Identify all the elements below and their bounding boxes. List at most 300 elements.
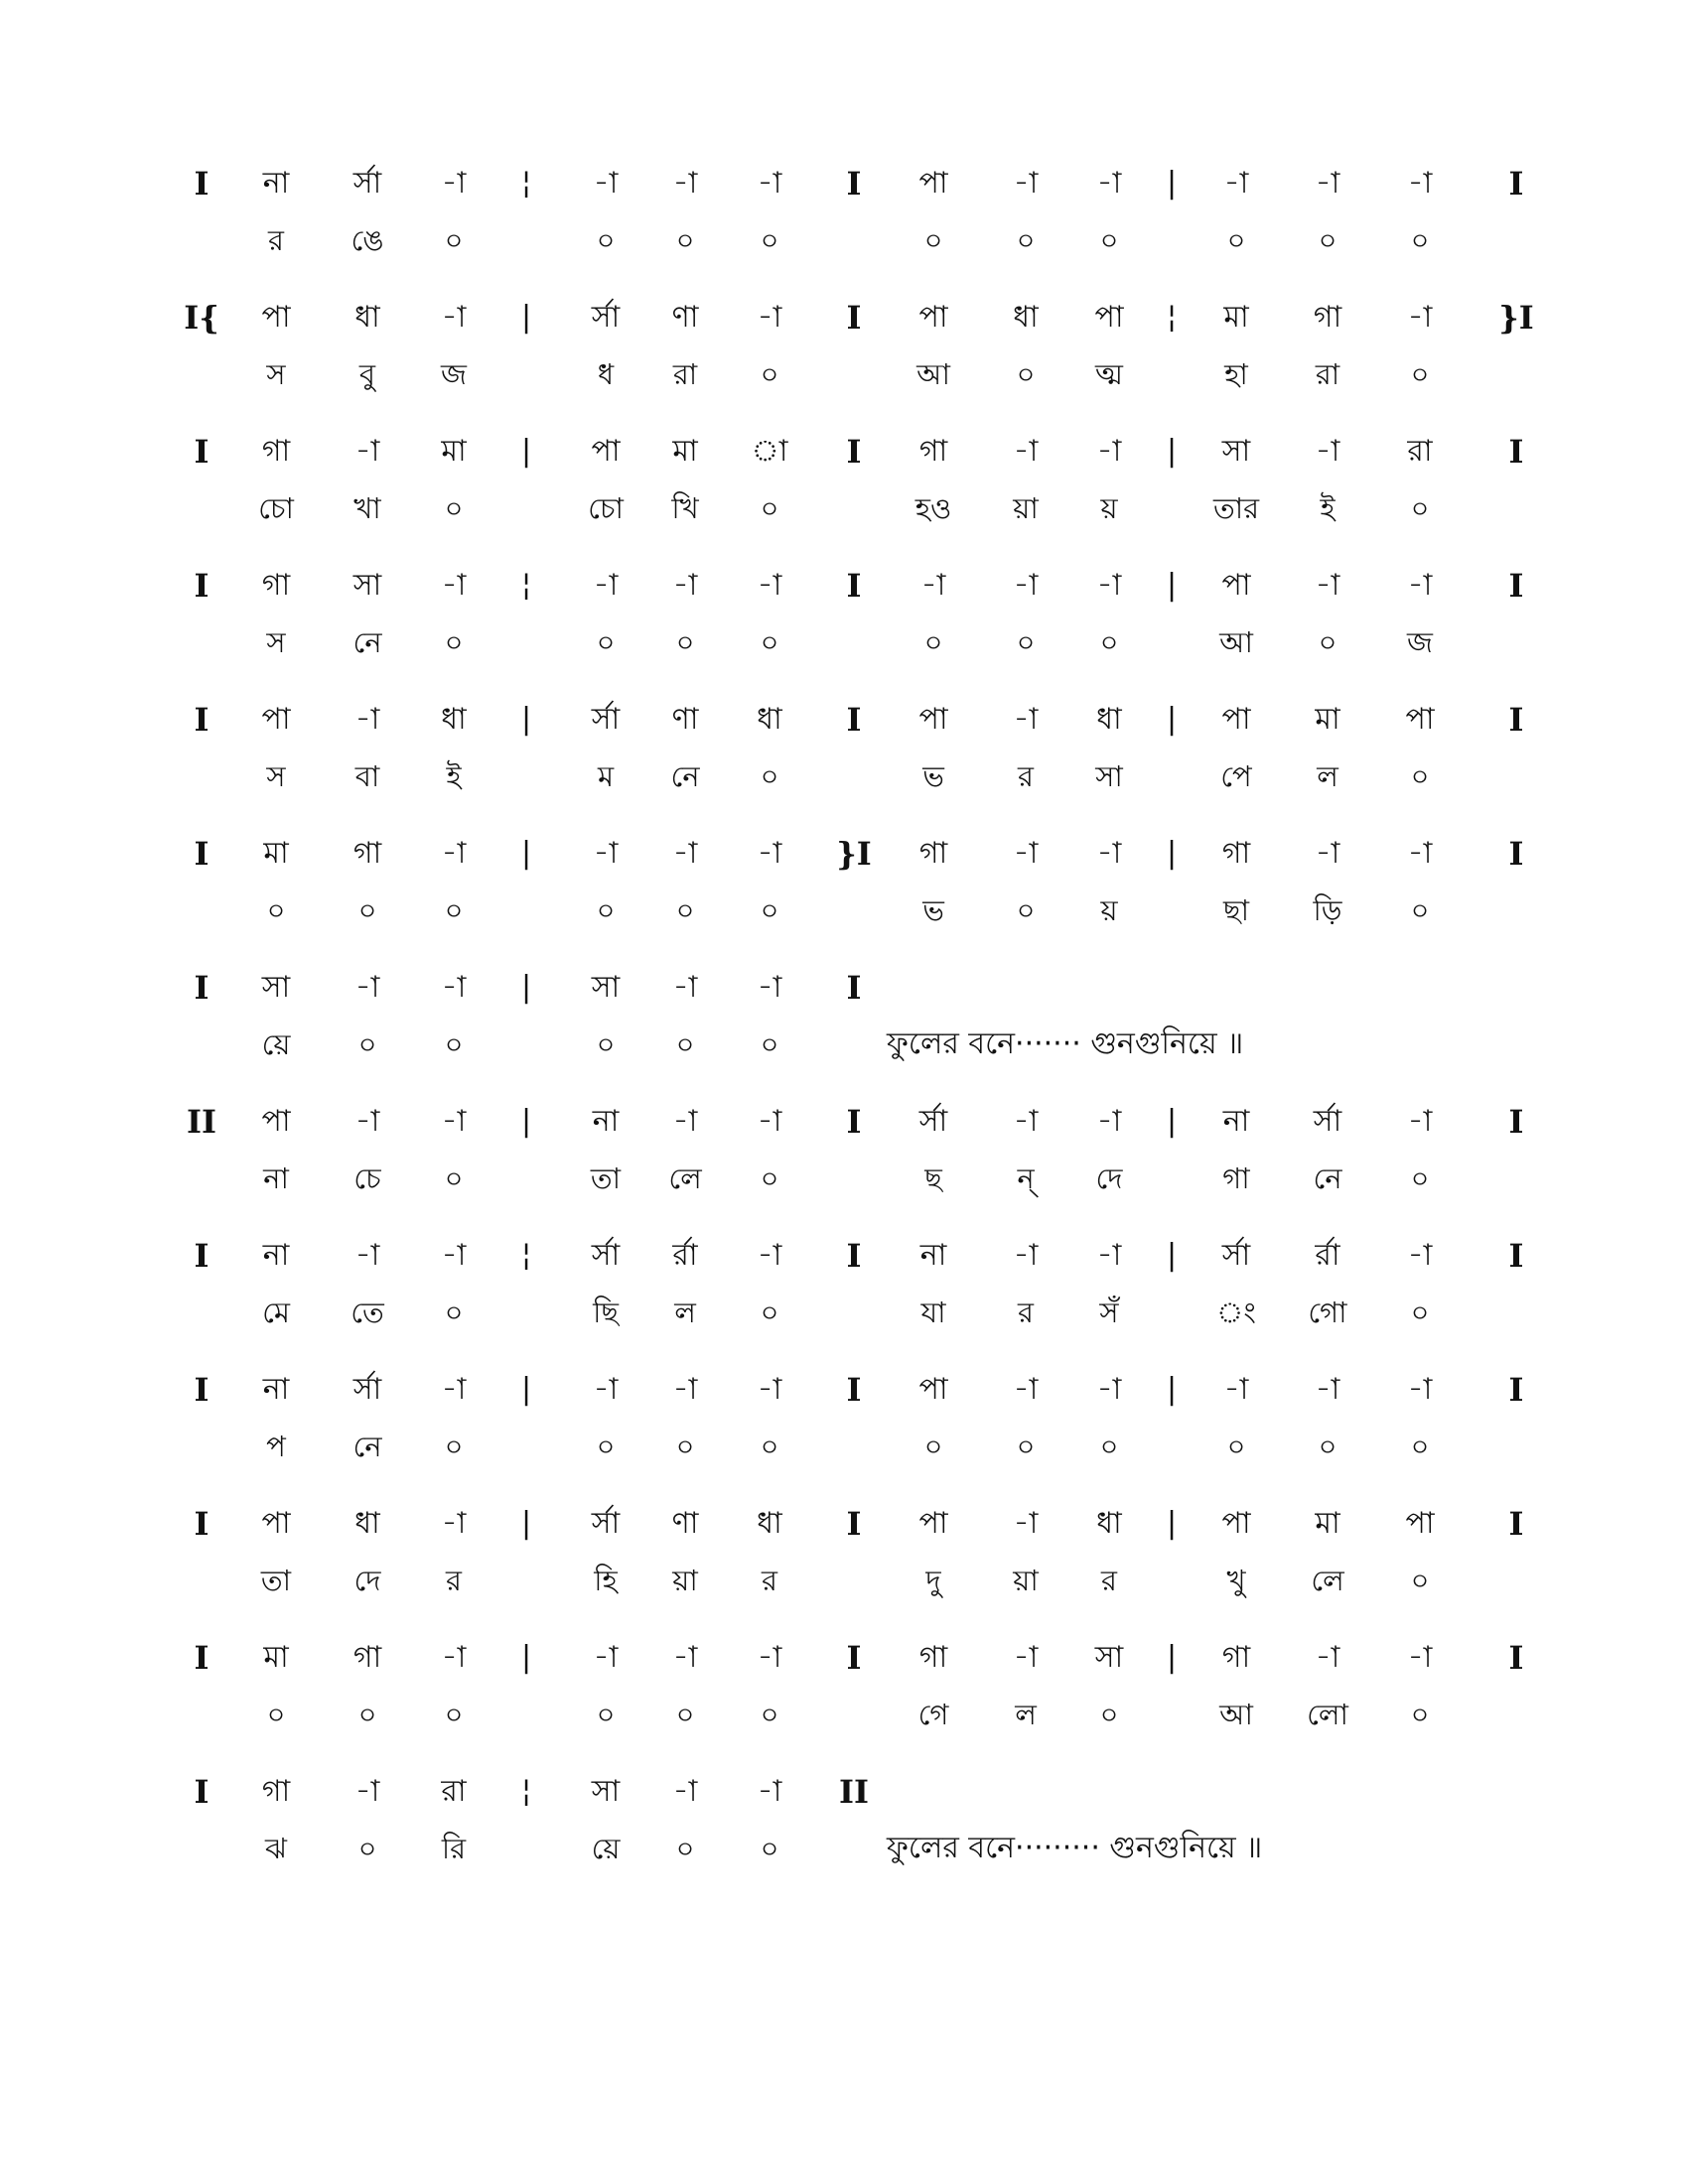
note-cell: না [919, 1238, 947, 1273]
note-cell: -া [441, 1104, 467, 1139]
lyric-syllable: ড়ি [1313, 893, 1342, 927]
leading-bar-mark: I [194, 1371, 210, 1409]
ending-bar-mark: I [1508, 165, 1524, 203]
note-cell: -া [354, 1238, 380, 1273]
lyric-syllable: না [263, 1161, 289, 1195]
note-cell: সা [1221, 434, 1251, 469]
note-cell: -া [672, 1372, 698, 1407]
lyric-syllable: ০ [1410, 1296, 1430, 1329]
lyric-syllable: ০ [1410, 357, 1430, 391]
lyric-syllable: গো [1308, 1296, 1347, 1329]
note-cell: -া [441, 970, 467, 1005]
lyric-syllable: ০ [760, 759, 779, 793]
note-cell: সা [352, 568, 382, 603]
note-cell: পা [918, 1372, 948, 1407]
note-cell: পা [918, 300, 948, 335]
lyric-syllable: য়া [1013, 491, 1039, 525]
lyric-syllable: ০ [1226, 1430, 1246, 1463]
bar-mark: | [520, 1372, 532, 1407]
note-cell: -া [1315, 1372, 1340, 1407]
bar-mark: | [520, 836, 532, 871]
lyrics-row [0, 220, 1688, 280]
lyric-syllable: লে [1311, 1564, 1344, 1597]
note-cell: গা [261, 1774, 291, 1809]
lyric-syllable: য়া [672, 1564, 698, 1597]
bar-mark: I [846, 567, 862, 605]
lyrics-row [0, 1829, 1688, 1888]
lyric-syllable: খা [353, 491, 381, 525]
lyric-syllable: ০ [596, 893, 616, 927]
leading-bar-mark: I [194, 1505, 210, 1543]
note-cell: -া [1013, 166, 1039, 201]
leading-bar-mark: I [194, 969, 210, 1007]
lyric-syllable: সঁ [1099, 1296, 1119, 1329]
leading-bar-mark: II [187, 1103, 216, 1141]
lyric-syllable: ০ [675, 893, 695, 927]
note-cell: -া [1096, 434, 1122, 469]
lyric-syllable: ঝ [265, 1832, 287, 1865]
lyric-syllable: ০ [923, 625, 943, 659]
note-cell: সা [591, 1774, 621, 1809]
note-cell: -া [757, 1774, 782, 1809]
note-cell: -া [757, 1372, 782, 1407]
lyric-syllable: ০ [444, 223, 464, 257]
note-cell: -া [672, 1104, 698, 1139]
lyric-syllable: মে [262, 1296, 290, 1329]
note-cell: রা [1407, 434, 1433, 469]
ending-bar-mark: I [1508, 567, 1524, 605]
lyric-syllable: য়ে [261, 1027, 291, 1061]
lyric-syllable: নে [670, 759, 700, 793]
lyric-syllable: ০ [1016, 223, 1036, 257]
lyric-syllable: ০ [444, 1698, 464, 1731]
note-cell: পা [918, 702, 948, 737]
lyric-syllable: র [268, 223, 284, 257]
bar-mark: ¦ [520, 1238, 532, 1273]
note-cell: -া [757, 970, 782, 1005]
notation-row [0, 432, 1688, 491]
note-cell: -া [1223, 166, 1249, 201]
lyric-syllable: চো [258, 491, 294, 525]
lyric-syllable: নে [352, 1430, 382, 1463]
bar-mark: I [846, 1505, 862, 1543]
lyric-syllable: ০ [596, 1698, 616, 1731]
note-cell: সা [591, 970, 621, 1005]
bar-mark: I [846, 969, 862, 1007]
lyric-syllable: ধ [597, 357, 615, 391]
bar-mark: ¦ [520, 166, 532, 201]
notation-row [0, 1772, 1688, 1832]
note-cell: -া [672, 1640, 698, 1675]
note-cell: গা [1221, 836, 1251, 871]
bar-mark: | [520, 434, 532, 469]
lyric-syllable: র [1018, 759, 1034, 793]
lyric-syllable: গা [1222, 1161, 1250, 1195]
note-cell: -া [441, 1238, 467, 1273]
note-cell: না [262, 1372, 290, 1407]
lyric-syllable: রি [441, 1832, 467, 1865]
note-cell: র্রা [1315, 1238, 1340, 1273]
lyric-syllable: ০ [760, 1430, 779, 1463]
lyric-syllable: ০ [923, 223, 943, 257]
bar-mark: ¦ [1166, 300, 1178, 335]
lyric-syllable: আ [1219, 1698, 1253, 1731]
lyric-syllable: ০ [357, 1027, 377, 1061]
note-cell: পা [1094, 300, 1124, 335]
lyrics-row [0, 890, 1688, 950]
note-cell: র্সা [918, 1104, 948, 1139]
note-cell: পা [1221, 1506, 1251, 1541]
note-cell: ধা [354, 300, 380, 335]
bar-mark: | [1166, 702, 1178, 737]
bar-mark: | [1166, 568, 1178, 603]
note-cell: গা [352, 836, 382, 871]
lyric-syllable: তা [260, 1564, 292, 1597]
bar-mark: ¦ [520, 1774, 532, 1809]
note-cell: ধা [441, 702, 467, 737]
lyric-syllable: ০ [596, 1027, 616, 1061]
lyric-syllable: খি [671, 491, 699, 525]
note-cell: -া [1013, 1640, 1039, 1675]
note-cell: গা [1221, 1640, 1251, 1675]
lyric-syllable: র [446, 1564, 462, 1597]
lyric-syllable: দে [1095, 1161, 1123, 1195]
lyric-syllable: ০ [760, 223, 779, 257]
bar-mark: | [520, 970, 532, 1005]
lyric-syllable: ০ [1016, 625, 1036, 659]
lyric-syllable: ০ [760, 1161, 779, 1195]
note-cell: -া [1407, 1238, 1433, 1273]
lyric-syllable: ০ [675, 1698, 695, 1731]
bar-mark: II [839, 1773, 869, 1811]
note-cell: -া [441, 568, 467, 603]
note-cell: -া [593, 166, 619, 201]
notation-row [0, 834, 1688, 893]
lyrics-row [0, 1695, 1688, 1754]
lyric-syllable: হও [914, 491, 952, 525]
note-cell: -া [757, 568, 782, 603]
note-cell: র্সা [591, 1238, 621, 1273]
lyric-syllable: ০ [1410, 759, 1430, 793]
lyric-syllable: ছা [1223, 893, 1249, 927]
lyric-syllable: ০ [760, 1027, 779, 1061]
note-cell: না [262, 166, 290, 201]
lyrics-row [0, 488, 1688, 548]
lyric-syllable: ০ [266, 1698, 286, 1731]
lyric-syllable: ভ [922, 893, 944, 927]
ending-bar-mark: I [1508, 1237, 1524, 1275]
lyric-syllable: ০ [760, 1296, 779, 1329]
note-cell: সা [1094, 1640, 1124, 1675]
note-cell: -া [1096, 1372, 1122, 1407]
bar-mark: | [520, 1506, 532, 1541]
ending-bar-mark: I [1508, 1505, 1524, 1543]
lyric-syllable: ০ [444, 1296, 464, 1329]
lyric-syllable: দু [925, 1564, 941, 1597]
notation-row [0, 298, 1688, 357]
bar-mark: I [846, 299, 862, 337]
lyric-syllable: ০ [760, 491, 779, 525]
lyric-syllable: ন্ [1017, 1161, 1035, 1195]
leading-bar-mark: I [194, 433, 210, 471]
note-cell: -া [1013, 568, 1039, 603]
lyric-syllable: ঙে [351, 223, 384, 257]
lyric-syllable: ০ [1099, 223, 1119, 257]
note-cell: -া [441, 1640, 467, 1675]
bar-mark: | [520, 702, 532, 737]
note-cell: র্সা [1313, 1104, 1342, 1139]
notation-row [0, 968, 1688, 1027]
note-cell: গা [1313, 300, 1342, 335]
lyric-syllable: ০ [596, 625, 616, 659]
lyric-syllable: হি [594, 1564, 618, 1597]
ending-bar-mark: }I [1498, 299, 1534, 337]
notation-row [0, 1370, 1688, 1430]
note-cell: -া [672, 568, 698, 603]
note-cell: গা [918, 1640, 948, 1675]
note-cell: -া [1013, 1238, 1039, 1273]
lyrics-row [0, 1561, 1688, 1620]
bar-mark: | [1166, 1506, 1178, 1541]
leading-bar-mark: I [194, 1773, 210, 1811]
note-cell: -া [1096, 1238, 1122, 1273]
lyrics-row [0, 1159, 1688, 1218]
note-cell: -া [1315, 166, 1340, 201]
leading-bar-mark: I [194, 1639, 210, 1677]
note-cell: -া [1013, 836, 1039, 871]
lyric-syllable: আ [916, 357, 950, 391]
note-cell: -া [1315, 836, 1340, 871]
bar-mark: I [846, 1103, 862, 1141]
note-cell: মা [1315, 1506, 1340, 1541]
note-cell: গা [352, 1640, 382, 1675]
lyric-syllable: লো [1307, 1698, 1348, 1731]
lyric-syllable: ০ [266, 893, 286, 927]
bar-mark: | [520, 1640, 532, 1675]
lyric-syllable: তে [351, 1296, 384, 1329]
note-cell: -া [1315, 434, 1340, 469]
note-cell: পা [261, 702, 291, 737]
note-cell: পা [1221, 568, 1251, 603]
bar-mark: | [1166, 1372, 1178, 1407]
note-cell: -া [354, 702, 380, 737]
bar-mark: I [846, 165, 862, 203]
note-cell: মা [263, 1640, 289, 1675]
note-cell: -া [354, 1104, 380, 1139]
lyric-syllable: ০ [357, 1698, 377, 1731]
note-cell: -া [1407, 1640, 1433, 1675]
lyric-syllable: ই [1320, 491, 1336, 525]
lyric-syllable: ০ [444, 1027, 464, 1061]
lyric-syllable: ০ [1410, 1430, 1430, 1463]
note-cell: ধা [354, 1506, 380, 1541]
ending-bar-mark: I [1508, 433, 1524, 471]
ending-bar-mark: I [1508, 835, 1524, 873]
note-cell: ণা [671, 702, 699, 737]
note-cell: -া [1315, 1640, 1340, 1675]
bar-mark: I [846, 433, 862, 471]
lyric-syllable: র [1018, 1296, 1034, 1329]
lyric-syllable: ০ [596, 1430, 616, 1463]
lyric-syllable: বা [354, 759, 380, 793]
note-cell: ধা [757, 1506, 782, 1541]
lyric-syllable: ০ [1099, 1698, 1119, 1731]
lyric-syllable: ০ [923, 1430, 943, 1463]
bar-mark: }I [836, 835, 872, 873]
lyric-syllable: প [266, 1430, 286, 1463]
lyric-syllable: সা [1095, 759, 1123, 793]
lyric-syllable: জ [1407, 625, 1433, 659]
lyric-syllable: যা [920, 1296, 946, 1329]
lyric-syllable: স [266, 625, 286, 659]
note-cell: -া [354, 1774, 380, 1809]
lyric-syllable: ০ [760, 893, 779, 927]
leading-bar-mark: I{ [184, 299, 219, 337]
note-cell: -া [1315, 568, 1340, 603]
lyric-syllable: ০ [596, 223, 616, 257]
lyric-syllable: খু [1226, 1564, 1246, 1597]
lyrics-row [0, 1293, 1688, 1352]
lyrics-row [0, 622, 1688, 682]
lyric-syllable: য়ে [591, 1832, 621, 1865]
note-cell: -া [441, 836, 467, 871]
note-cell: গা [918, 434, 948, 469]
lyric-syllable: ০ [1318, 625, 1337, 659]
lyric-syllable: ০ [760, 1832, 779, 1865]
note-cell: না [262, 1238, 290, 1273]
note-cell: পা [1405, 1506, 1435, 1541]
lyric-syllable: র [1101, 1564, 1117, 1597]
bar-mark: | [1166, 836, 1178, 871]
note-cell: -া [593, 1640, 619, 1675]
note-cell: -া [757, 300, 782, 335]
bar-mark: | [1166, 1238, 1178, 1273]
lyric-syllable: ভ [922, 759, 944, 793]
lyric-syllable: দে [353, 1564, 381, 1597]
note-cell: -া [1407, 836, 1433, 871]
note-cell: র্সা [352, 1372, 382, 1407]
bar-mark: I [846, 1237, 862, 1275]
lyric-syllable: তার [1212, 491, 1260, 525]
lyric-syllable: ছ [924, 1161, 942, 1195]
bar-mark: | [1166, 1104, 1178, 1139]
lyric-syllable: তা [590, 1161, 622, 1195]
lyric-syllable: ০ [1099, 625, 1119, 659]
ending-bar-mark: I [1508, 701, 1524, 739]
note-cell: মা [1315, 702, 1340, 737]
leading-bar-mark: I [194, 165, 210, 203]
lyric-syllable: র [762, 1564, 777, 1597]
note-cell: সা [261, 970, 291, 1005]
lyric-syllable: পে [1220, 759, 1252, 793]
lyric-syllable: লে [668, 1161, 702, 1195]
note-cell: ধা [1013, 300, 1039, 335]
note-cell: -া [354, 434, 380, 469]
lyric-syllable: ল [674, 1296, 696, 1329]
note-cell: -া [1096, 166, 1122, 201]
note-cell: া [751, 434, 788, 469]
lyric-syllable: গে [917, 1698, 949, 1731]
note-cell: -া [672, 1774, 698, 1809]
note-cell: -া [1096, 1104, 1122, 1139]
note-cell: -া [441, 300, 467, 335]
lyric-syllable: ০ [1318, 1430, 1337, 1463]
note-cell: -া [1223, 1372, 1249, 1407]
note-cell: পা [1405, 702, 1435, 737]
note-cell: পা [1221, 702, 1251, 737]
note-cell: -া [920, 568, 946, 603]
note-cell: -া [672, 970, 698, 1005]
lyric-syllable: চো [588, 491, 624, 525]
note-cell: -া [1013, 702, 1039, 737]
notation-row [0, 1102, 1688, 1161]
note-cell: -া [1407, 568, 1433, 603]
lyric-syllable: য় [1100, 491, 1118, 525]
lyric-syllable: ০ [1410, 223, 1430, 257]
lyric-syllable: ০ [1410, 1698, 1430, 1731]
lyric-syllable: ং [1216, 1296, 1256, 1329]
note-cell: র্সা [591, 1506, 621, 1541]
lyric-syllable: ০ [1016, 357, 1036, 391]
lyric-syllable: ০ [1410, 1564, 1430, 1597]
notation-row [0, 700, 1688, 759]
leading-bar-mark: I [194, 701, 210, 739]
note-cell: র্সা [591, 300, 621, 335]
note-cell: রা [441, 1774, 467, 1809]
bar-mark: ¦ [520, 568, 532, 603]
note-cell: -া [1407, 1372, 1433, 1407]
lyric-syllable: ০ [444, 1161, 464, 1195]
note-cell: মা [441, 434, 467, 469]
note-cell: ধা [1096, 702, 1122, 737]
lyrics-row [0, 1024, 1688, 1084]
lyric-syllable: ০ [675, 1430, 695, 1463]
note-cell: গা [918, 836, 948, 871]
lyric-syllable: ০ [357, 893, 377, 927]
lyric-syllable: স [266, 759, 286, 793]
bar-mark: I [846, 1639, 862, 1677]
lyric-syllable: ০ [760, 1698, 779, 1731]
lyric-syllable: ০ [1099, 1430, 1119, 1463]
leading-bar-mark: I [194, 835, 210, 873]
leading-bar-mark: I [194, 1237, 210, 1275]
lyrics-row [0, 354, 1688, 414]
lyric-syllable: আ [1219, 625, 1253, 659]
lyric-syllable: য় [1100, 893, 1118, 927]
lyric-syllable: নে [352, 625, 382, 659]
lyric-syllable: ০ [444, 491, 464, 525]
note-cell: -া [354, 970, 380, 1005]
lyric-syllable: ০ [1410, 1161, 1430, 1195]
note-cell: -া [441, 166, 467, 201]
leading-bar-mark: I [194, 567, 210, 605]
lyric-syllable: নে [1313, 1161, 1342, 1195]
notation-row [0, 1236, 1688, 1296]
note-cell: ধা [757, 702, 782, 737]
note-cell: গা [261, 434, 291, 469]
note-cell: র্সা [591, 702, 621, 737]
note-cell: -া [757, 1238, 782, 1273]
lyric-syllable: ০ [444, 893, 464, 927]
lyric-syllable: হা [1224, 357, 1248, 391]
lyric-syllable: ০ [675, 1832, 695, 1865]
note-cell: -া [1407, 300, 1433, 335]
note-cell: -া [593, 836, 619, 871]
ending-bar-mark: I [1508, 1371, 1524, 1409]
note-cell: -া [1096, 836, 1122, 871]
note-cell: মা [1223, 300, 1249, 335]
note-cell: গা [261, 568, 291, 603]
